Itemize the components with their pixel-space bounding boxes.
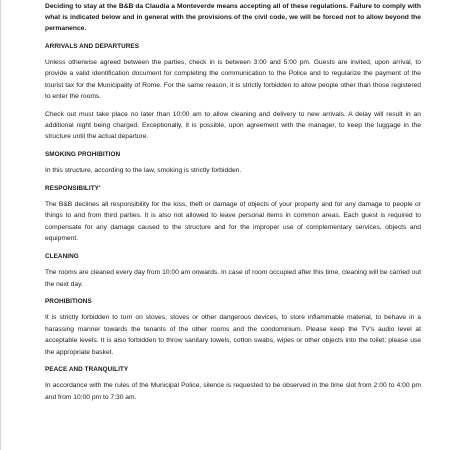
paragraph-peace: In accordance with the rules of the Municipal Police, silence is requested to be observed in the time slot from 2:00 to 4:00 pm and from 10:00 pm to 7:30 am.	[45, 382, 421, 401]
intro-paragraph: Deciding to stay at the B&B da Claudia a Monteverde means accepting all of these regulations. Failure to comply with what is indicated below and in general with the provisions of the civil code, we will be forced not to allow beyond the permanence.	[45, 3, 421, 33]
heading-prohibitions: PROHIBITIONS	[45, 297, 92, 305]
paragraph-check-out: Check out must take place no later than 10:00 am to allow cleaning and delivery to new arrivals. A delay will result in an additional night being charged. Exceptionally, it is possible, upon agreement with the manager, to keep the luggage in the structure until the actual departure.	[45, 110, 421, 141]
heading-cleaning: CLEANING	[45, 252, 79, 260]
paragraph-smoking: In this structure, according to the law, smoking is strictly forbidden.	[45, 167, 242, 175]
heading-responsibility: RESPONSIBILITY'	[45, 184, 101, 192]
heading-arrivals: ARRIVALS AND DEPARTURES	[45, 42, 140, 50]
paragraph-responsibility: The B&B declines all responsibility for the loss, theft or damage of objects of your property and for any damage to people or things to and from third parties. It is also not allowed to leave personal items in common areas. Each guest is required to compensate for any damage caused to the structure and for the improper use of complementary services, objects and equipment.	[45, 201, 421, 243]
paragraph-cleaning: The rooms are cleaned every day from 10:00 am onwards. In case of room occupied after this time, cleaning will be carried out the next day.	[45, 269, 421, 288]
paragraph-check-in: Unless otherwise agreed between the parties, check in is between 3:00 and 5:00 pm. Guests are invited, upon arrival, to provide a valid identification document for completing the communication to the Police and to regularize the payment of the tourist tax for the Municipality of Rome. For the same reason, it is strictly forbidden to allow people other than those registered to enter the rooms.	[45, 59, 421, 101]
paragraph-prohibitions: It is strictly forbidden to turn on stoves, stoves or other dangerous devices, to store inflammable material, to behave in a harassing manner towards the tenants of the other rooms and the condominium. Please keep the TV's audio level at acceptable levels. It is also forbidden to throw sanitary towels, cotton swabs, wipes or other objects into the toilet; please use the appropriate basket.	[45, 314, 421, 356]
document-body	[45, 0, 421, 409]
heading-peace: PEACE AND TRANQUILITY	[45, 365, 129, 373]
heading-smoking: SMOKING PROHIBITION	[45, 150, 121, 158]
